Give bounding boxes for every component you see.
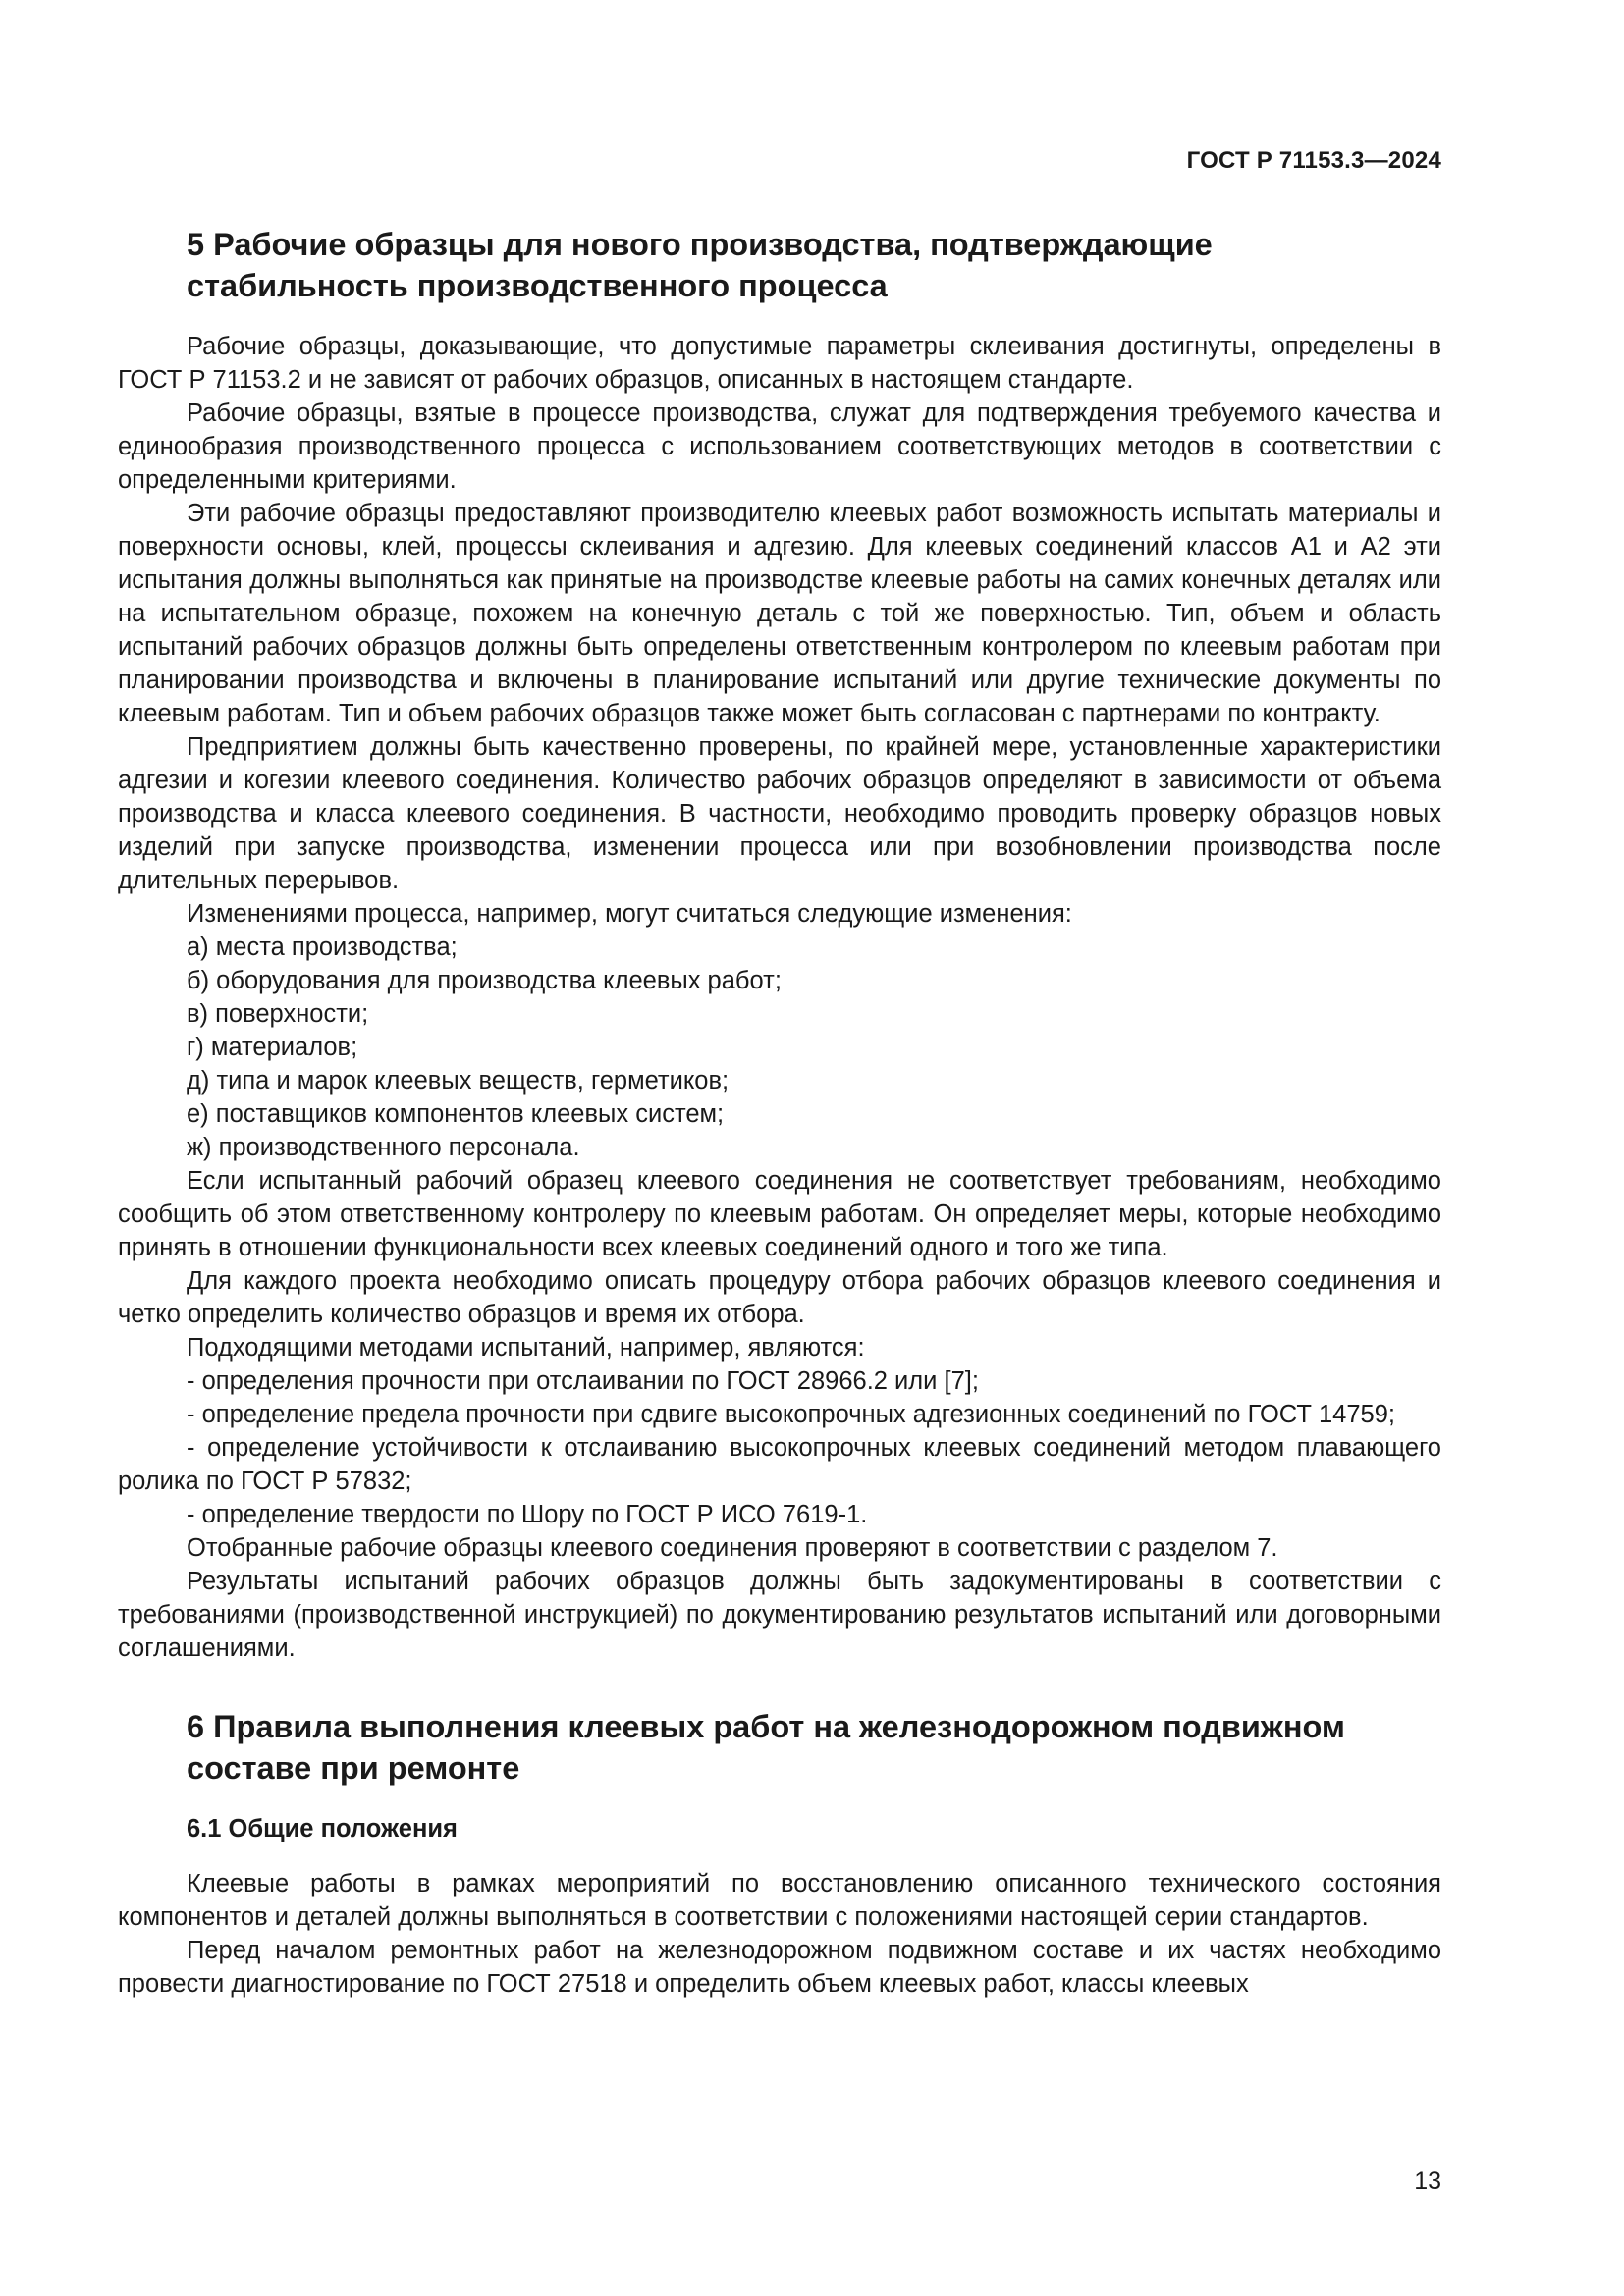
paragraph: Предприятием должны быть качественно проверены, по крайней мере, установленные характеристики адгезии и когезии клеевого соединения. Количество рабочих образцов определяют в зависимости от объема производства и класса клеевого соединения. В частности, необходимо проводить проверку образцов новых изделий при запуске производства, изменении процесса или при возобновлении производства после длительных перерывов.: [118, 733, 1441, 894]
paragraph: Если испытанный рабочий образец клеевого соединения не соответствует требованиям, необходимо сообщить об этом ответственному контролеру по клеевым работам. Он определяет меры, которые необходимо принять в отношении функциональности всех клеевых соединений одного и того же типа.: [118, 1167, 1441, 1261]
list-item: - определения прочности при отслаивании по ГОСТ 28966.2 или [7];: [187, 1367, 979, 1395]
section-6-heading: 6 Правила выполнения клеевых работ на железнодорожном подвижном составе при ремонте: [187, 1709, 1345, 1786]
list-item: - определение предела прочности при сдвиге высокопрочных адгезионных соединений по ГОСТ 14759;: [187, 1401, 1395, 1428]
paragraph: Перед началом ремонтных работ на железнодорожном подвижном составе и их частях необходимо провести диагностирование по ГОСТ 27518 и определить объем клеевых работ, классы клеевых: [118, 1937, 1441, 1998]
list-item: а) места производства;: [187, 934, 458, 961]
paragraph: Рабочие образцы, доказывающие, что допустимые параметры склеивания достигнуты, определены в ГОСТ Р 71153.2 и не зависят от рабочих образцов, описанных в настоящем стандарте.: [118, 333, 1441, 394]
list-item: - определение устойчивости к отслаиванию высокопрочных клеевых соединений методом плавающего ролика по ГОСТ Р 57832;: [118, 1434, 1441, 1495]
list-item: г) материалов;: [187, 1034, 358, 1061]
list-item: ж) производственного персонала.: [187, 1134, 580, 1161]
paragraph: Клеевые работы в рамках мероприятий по восстановлению описанного технического состояния компонентов и деталей должны выполняться в соответствии с положениями настоящей серии стандартов.: [118, 1870, 1441, 1931]
paragraph: Результаты испытаний рабочих образцов должны быть задокументированы в соответствии с требованиями (производственной инструкцией) по документированию результатов испытаний или договорными соглашениями.: [118, 1568, 1441, 1662]
document-id-header: ГОСТ Р 71153.3—2024: [1186, 147, 1441, 174]
list-item: в) поверхности;: [187, 1000, 369, 1028]
paragraph: Для каждого проекта необходимо описать процедуру отбора рабочих образцов клеевого соединения и четко определить количество образцов и время их отбора.: [118, 1267, 1441, 1328]
section-5-heading: 5 Рабочие образцы для нового производства, подтверждающие стабильность производственного процесса: [187, 227, 1213, 303]
paragraph: Эти рабочие образцы предоставляют производителю клеевых работ возможность испытать материалы и поверхности основы, клей, процессы склеивания и адгезию. Для клеевых соединений классов А1 и А2 эти испытания должны выполняться как принятые на производстве клеевые работы на самих конечных деталях или на испытательном образце, похожем на конечную деталь с той же поверхностью. Тип, объем и область испытаний рабочих образцов должны быть определены ответственным контролером по клеевым работам при планировании производства и включены в планирование испытаний или другие технические документы по клеевым работам. Тип и объем рабочих образцов также может быть согласован с партнерами по контракту.: [118, 500, 1441, 727]
paragraph: Отобранные рабочие образцы клеевого соединения проверяют в соответствии с разделом 7.: [187, 1534, 1278, 1562]
list-item: д) типа и марок клеевых веществ, герметиков;: [187, 1067, 730, 1095]
list-item: - определение твердости по Шору по ГОСТ Р ИСО 7619-1.: [187, 1501, 868, 1528]
list-item: б) оборудования для производства клеевых работ;: [187, 967, 782, 994]
page-number: 13: [1414, 2167, 1441, 2195]
page-body: [118, 224, 1441, 2001]
paragraph: Рабочие образцы, взятые в процессе производства, служат для подтверждения требуемого качества и единообразия производственного процесса с использованием соответствующих методов в соответствии с определенными критериями.: [118, 400, 1441, 494]
list-item: е) поставщиков компонентов клеевых систем;: [187, 1100, 725, 1128]
subsection-6-1-heading: 6.1 Общие положения: [187, 1815, 458, 1842]
paragraph: Изменениями процесса, например, могут считаться следующие изменения:: [187, 900, 1072, 928]
paragraph: Подходящими методами испытаний, например, являются:: [187, 1334, 865, 1362]
